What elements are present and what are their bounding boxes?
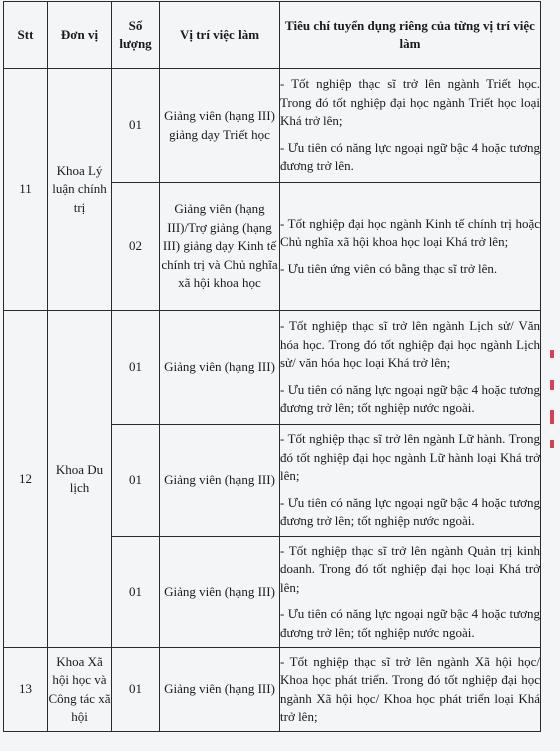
table-row [4, 69, 541, 183]
quantity: 01 [112, 425, 160, 537]
quantity: 01 [112, 69, 160, 183]
quantity: 01 [112, 648, 160, 732]
position: Giảng viên (hạng III) [160, 425, 280, 537]
criteria-item: - Tốt nghiệp thạc sĩ trở lên ngành Xã hội học/ Khoa học phát triển. Trong đó tốt nghiệp đại học ngành Xã hội học/ Khoa học phát triển loại Khá trở lên; [280, 653, 540, 724]
header-position: Vị trí việc làm [160, 2, 280, 69]
row-stt: 12 [4, 311, 48, 648]
position: Giảng viên (hạng III) [160, 648, 280, 732]
header-qty: Số lượng [112, 2, 160, 69]
header-criteria: Tiêu chí tuyển dụng riêng của từng vị trí việc làm [280, 2, 541, 69]
position: Giảng viên (hạng III)/Trợ giảng (hạng III) giảng dạy Kinh tế chính trị và Chủ nghĩa xã hội khoa học [160, 183, 280, 311]
quantity: 01 [112, 311, 160, 425]
table-row [4, 311, 541, 425]
row-stt: 11 [4, 69, 48, 311]
criteria-item: - Tốt nghiệp đại học ngành Kinh tế chính trị hoặc Chủ nghĩa xã hội khoa học loại Khá trở lên; [280, 215, 540, 250]
header-unit: Đơn vị [48, 2, 112, 69]
table-header-row [4, 2, 541, 69]
position: Giảng viên (hạng III) [160, 537, 280, 648]
criteria-item: - Tốt nghiệp thạc sĩ trở lên ngành Quản trị kinh doanh. Trong đó tốt nghiệp đại học loại Khá trở lên; [280, 542, 540, 595]
red-margin-mark [550, 440, 554, 448]
position: Giảng viên (hạng III) giảng dạy Triết học [160, 69, 280, 183]
recruitment-criteria-table [3, 1, 541, 732]
criteria-item: - Tốt nghiệp thạc sĩ trở lên ngành Lữ hành. Trong đó tốt nghiệp đại học ngành Lữ hành loại Khá trở lên; [280, 431, 540, 484]
criteria-item: - Tốt nghiệp thạc sĩ trở lên ngành Lịch sử/ Văn hóa học. Trong đó tốt nghiệp đại học ngành Lịch sử/ văn hóa học loại Khá trở lên; [280, 318, 540, 371]
criteria-item: - Ưu tiên có năng lực ngoại ngữ bậc 4 hoặc tương đương trở lên; tốt nghiệp nước ngoài. [280, 606, 540, 640]
red-margin-mark [550, 380, 554, 390]
criteria-item: - Ưu tiên có năng lực ngoại ngữ bậc 4 hoặc tương đương trở lên; tốt nghiệp nước ngoài. [280, 494, 540, 529]
criteria [280, 425, 541, 537]
red-margin-mark [550, 350, 554, 358]
criteria-item: - Ưu tiên có năng lực ngoại ngữ bậc 4 hoặc tương đương trở lên; tốt nghiệp nước ngoài. [280, 381, 540, 416]
header-stt: Stt [4, 2, 48, 69]
unit-name: Khoa Du lịch [48, 311, 112, 648]
unit-name: Khoa Xã hội học và Công tác xã hội [48, 648, 112, 732]
criteria-item: - Ưu tiên có năng lực ngoại ngữ bậc 4 hoặc tương đương trở lên. [280, 139, 540, 174]
table-row [4, 648, 541, 732]
red-margin-mark [550, 410, 554, 424]
criteria [280, 648, 541, 732]
criteria [280, 183, 541, 311]
unit-name: Khoa Lý luận chính trị [48, 69, 112, 311]
criteria-item: - Ưu tiên ứng viên có bằng thạc sĩ trở lên. [280, 260, 498, 276]
quantity: 02 [112, 183, 160, 311]
position: Giảng viên (hạng III) [160, 311, 280, 425]
criteria [280, 69, 541, 183]
criteria [280, 537, 541, 648]
criteria-item: - Tốt nghiệp thạc sĩ trở lên ngành Triết học. Trong đó tốt nghiệp đại học ngành Triết học loại Khá trở lên; [280, 76, 540, 129]
quantity: 01 [112, 537, 160, 648]
row-stt: 13 [4, 648, 48, 732]
criteria [280, 311, 541, 425]
